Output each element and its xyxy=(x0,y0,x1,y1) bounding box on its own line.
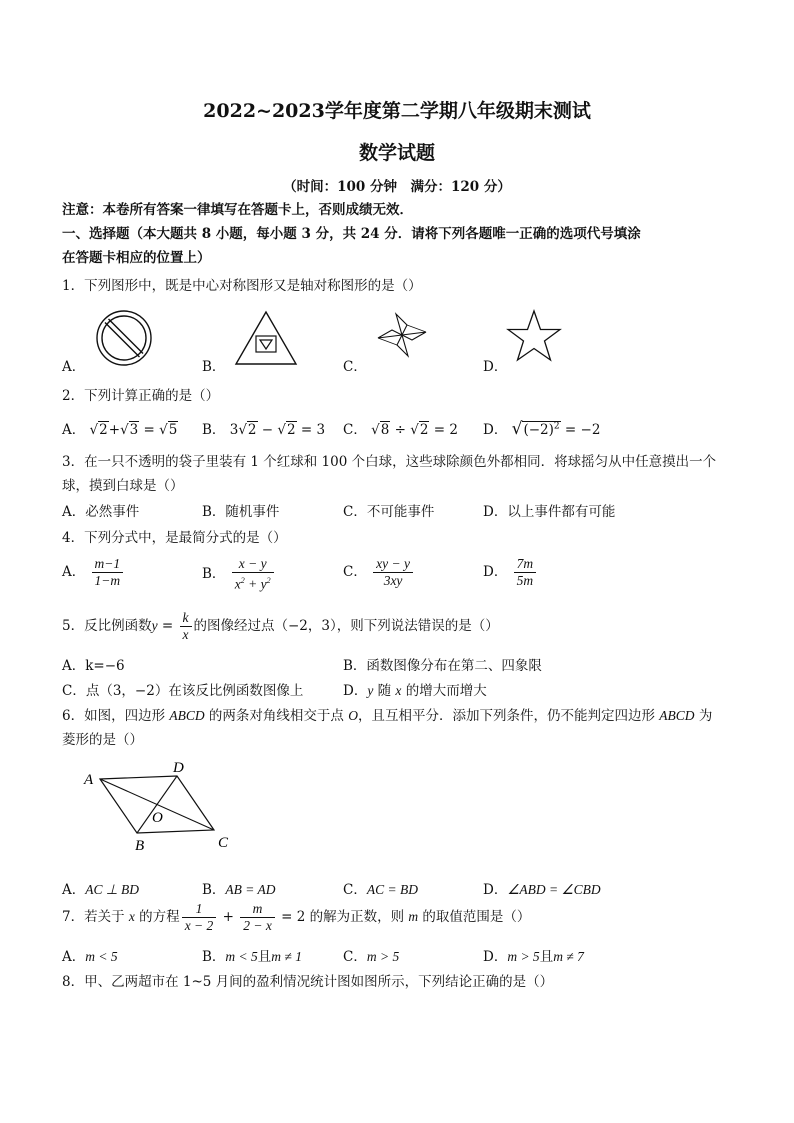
section-heading-line1: 一、选择题（本大题共 8 小题，每小题 3 分，共 24 分．请将下列各题唯一正确的选项代号填涂 xyxy=(62,226,641,242)
q1-label-b: B． xyxy=(202,359,226,375)
q7-option-c: C．m > 5 xyxy=(343,949,400,965)
rhombus-diagram xyxy=(80,762,240,854)
q5-option-d: D．y 随 x 的增大而增大 xyxy=(343,683,487,699)
q5-option-c: C．点（3，−2）在该反比例函数图像上 xyxy=(62,683,304,699)
vertex-d-label: D xyxy=(173,760,184,776)
q7-option-a: A．m < 5 xyxy=(62,949,118,965)
exam-subtitle: 数学试题 xyxy=(358,142,435,164)
q4-option-b: B． $\frac{x - y}{x^2 + y^2}$ xyxy=(202,556,276,593)
vertex-a-label: A xyxy=(84,772,94,788)
q1-label-c: C． xyxy=(343,359,367,375)
center-o-label: O xyxy=(152,810,163,826)
q8-stem: 8．甲、乙两超市在 1~5 月间的盈利情况统计图如图所示，下列结论正确的是（） xyxy=(62,974,554,990)
q4-label-d: D． xyxy=(483,564,508,580)
q4-label-c: C． xyxy=(343,564,367,580)
q4-option-a: A． $\frac{m-1}{1-m}$ xyxy=(62,556,125,589)
q5-stem: 5．反比例函数y = $\frac{k}{x}$ 的图像经过点（−2，3），则下列说法错误的是（） xyxy=(62,610,499,642)
q1-label-a: A． xyxy=(62,359,86,375)
q1-label-d: D． xyxy=(483,359,508,375)
q3-option-b: B．随机事件 xyxy=(202,504,280,520)
q2-label-c: C． xyxy=(343,422,367,438)
q6-option-a: A．AC ⊥ BD xyxy=(62,882,140,898)
q4-label-b: B． xyxy=(202,565,226,582)
vertex-b-label: B xyxy=(135,838,145,854)
q6-option-b: B．AB = AD xyxy=(202,882,276,898)
q3-stem-line1: 3．在一只不透明的袋子里装有 1 个红球和 100 个白球，这些球除颜色外都相同．将球摇匀从中任意摸出一个 xyxy=(62,454,717,470)
prohibition-sign-icon xyxy=(94,308,154,368)
q2-stem: 2．下列计算正确的是（） xyxy=(62,388,220,404)
q4-option-d: D． $\frac{7m}{5m}$ xyxy=(483,556,538,589)
q4-label-a: A． xyxy=(62,564,86,580)
notice: 注意：本卷所有答案一律填写在答题卡上，否则成绩无效． xyxy=(62,202,413,218)
q7-option-b: B．m < 5且m ≠ 1 xyxy=(202,949,302,965)
q2-option-d: D． $√(-2)^2 = -2$ xyxy=(483,419,601,439)
q4-stem: 4．下列分式中，是最简分式的是（） xyxy=(62,530,287,546)
exam-title: 2022~2023学年度第二学期八年级期末测试 xyxy=(203,100,591,122)
q2-option-c: C． √8 ÷ √2 = 2 xyxy=(343,422,458,438)
q5-option-b: B．函数图像分布在第二、四象限 xyxy=(343,658,542,674)
vertex-c-label: C xyxy=(218,835,229,851)
q6-stem-line1: 6．如图，四边形 ABCD 的两条对角线相交于点 O，且互相平分．添加下列条件，仍不能判定四边形 ABCD 为 xyxy=(62,708,713,724)
q2-option-a: A． √2+√3 = √5 xyxy=(62,422,178,438)
q2-label-a: A． xyxy=(62,422,86,438)
q5-option-a: A．k=−6 xyxy=(62,658,125,674)
q2-option-b: B． 3√2 − √2 = 3 xyxy=(202,422,326,438)
q3-stem-line2: 球，摸到白球是（） xyxy=(62,478,184,494)
q2-label-b: B． xyxy=(202,422,226,438)
section-heading-line2: 在答题卡相应的位置上） xyxy=(62,250,211,266)
q7-stem: 7．若关于 x 的方程 $\frac{1}{x - 2}$ + $\frac{m}{2 - x}$ = 2 的解为正数，则 m 的取值范围是（） xyxy=(62,901,531,933)
q3-option-a: A．必然事件 xyxy=(62,504,140,520)
q6-stem-line2: 菱形的是（） xyxy=(62,732,143,748)
five-point-star-icon xyxy=(506,310,562,362)
q1-stem: 1．下列图形中，既是中心对称图形又是轴对称图形的是（） xyxy=(62,278,422,294)
q4-option-c: C． $\frac{xy - y}{3xy}$ xyxy=(343,556,415,589)
triangle-in-triangle-icon xyxy=(234,310,298,366)
exam-meta: （时间：100 分钟 满分：120 分） xyxy=(283,179,511,195)
q7-option-d: D．m > 5且m ≠ 7 xyxy=(483,949,584,965)
pinwheel-icon xyxy=(374,310,430,360)
q2-label-d: D． xyxy=(483,422,508,438)
q3-option-d: D．以上事件都有可能 xyxy=(483,504,616,520)
q6-option-c: C．AC = BD xyxy=(343,882,418,898)
q6-option-d: D．∠ABD = ∠CBD xyxy=(483,882,601,898)
q3-option-c: C．不可能事件 xyxy=(343,504,435,520)
